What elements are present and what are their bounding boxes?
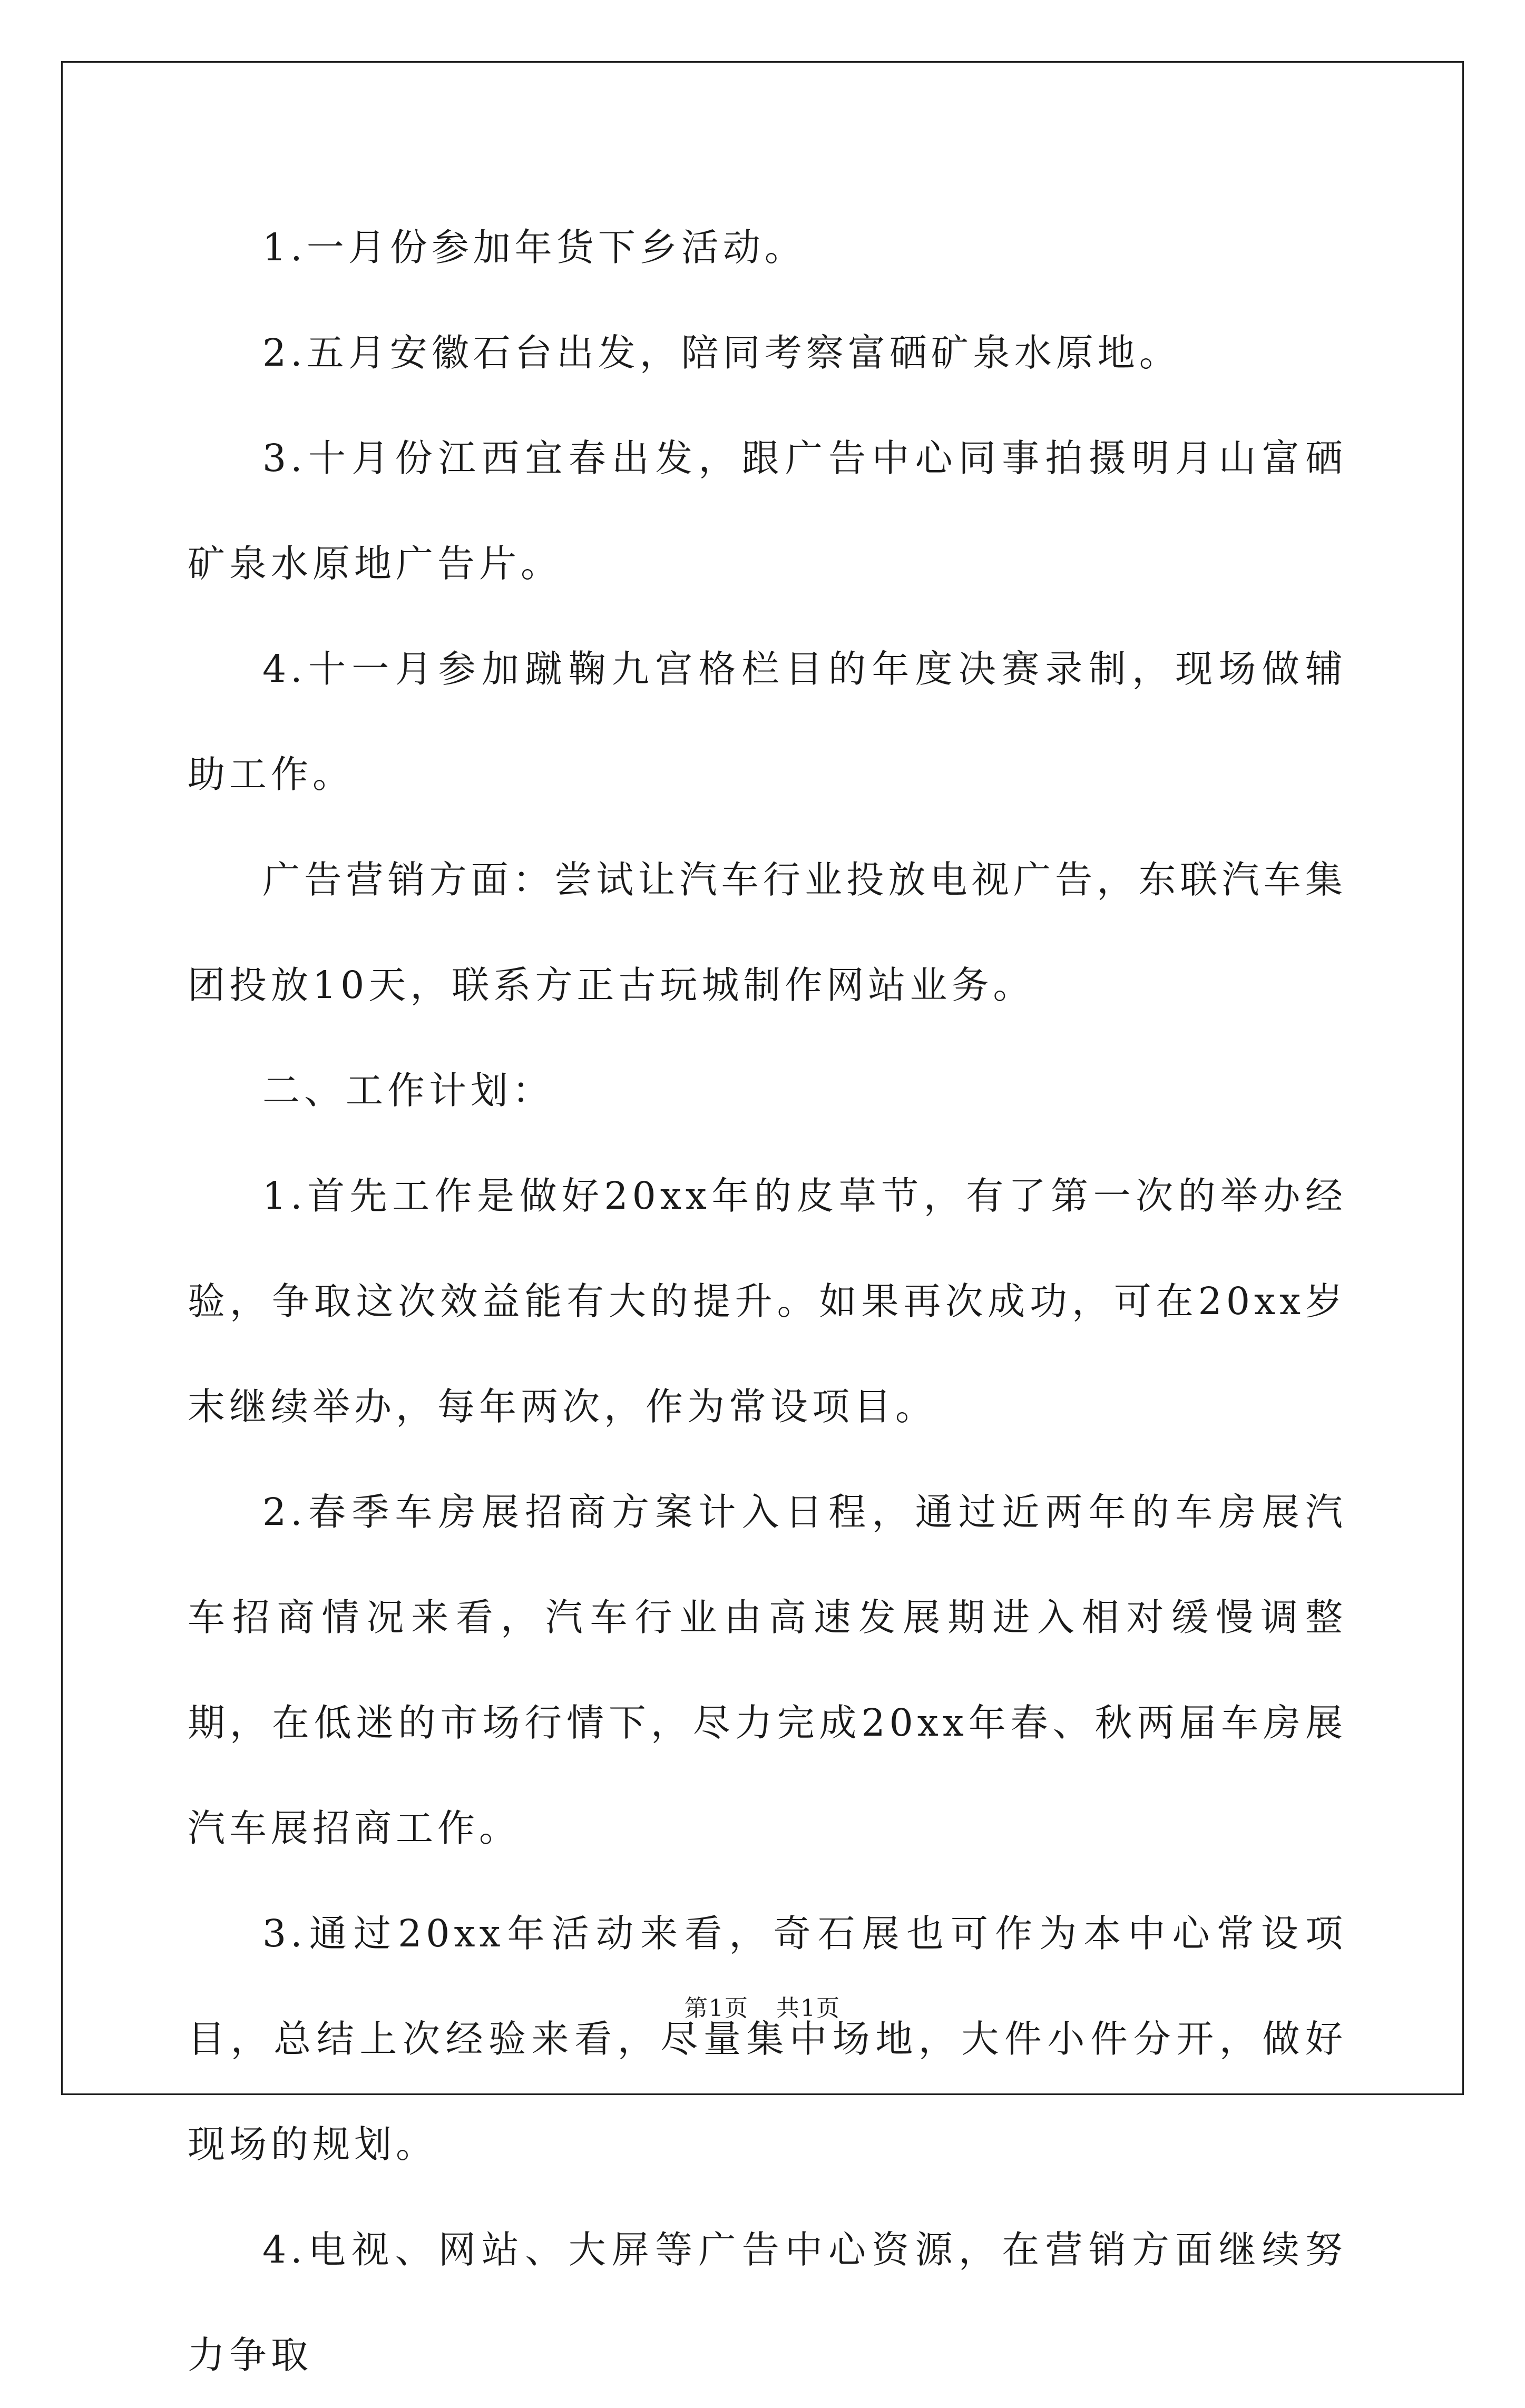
page-footer bbox=[0, 1989, 1525, 2023]
paragraph-7: 1.首先工作是做好20xx年的皮草节，有了第一次的举办经验，争取这次效益能有大的提升。如果再次成功，可在20xx岁末继续举办，每年两次，作为常设项目。 bbox=[188, 1174, 1347, 1428]
paragraph-5: 广告营销方面：尝试让汽车行业投放电视广告，东联汽车集团投放10天，联系方正古玩城制作网站业务。 bbox=[188, 858, 1347, 1007]
document-body bbox=[188, 195, 1347, 2408]
paragraph-3: 3.十月份江西宜春出发，跟广告中心同事拍摄明月山富硒矿泉水原地广告片。 bbox=[188, 436, 1347, 585]
page-number-total: 共1页 bbox=[776, 1995, 840, 2022]
paragraph-4: 4.十一月参加蹴鞠九宫格栏目的年度决赛录制，现场做辅助工作。 bbox=[188, 647, 1347, 796]
section-heading: 二、工作计划： bbox=[262, 1069, 554, 1112]
paragraph-2: 2.五月安徽石台出发，陪同考察富硒矿泉水原地。 bbox=[262, 331, 1181, 375]
paragraph-9: 3.通过20xx年活动来看，奇石展也可作为本中心常设项目，总结上次经验来看，尽量集中场地，大件小件分开，做好现场的规划。 bbox=[188, 1912, 1347, 2166]
paragraph-10: 4.电视、网站、大屏等广告中心资源，在营销方面继续努力争取 bbox=[188, 2228, 1347, 2377]
paragraph-1: 1.一月份参加年货下乡活动。 bbox=[262, 226, 806, 269]
page-number-current: 第1页 bbox=[685, 1995, 749, 2022]
paragraph-8: 2.春季车房展招商方案计入日程，通过近两年的车房展汽车招商情况来看，汽车行业由高速发展期进入相对缓慢调整期，在低迷的市场行情下，尽力完成20xx年春、秋两届车房展汽车展招商工作。 bbox=[188, 1490, 1347, 1850]
